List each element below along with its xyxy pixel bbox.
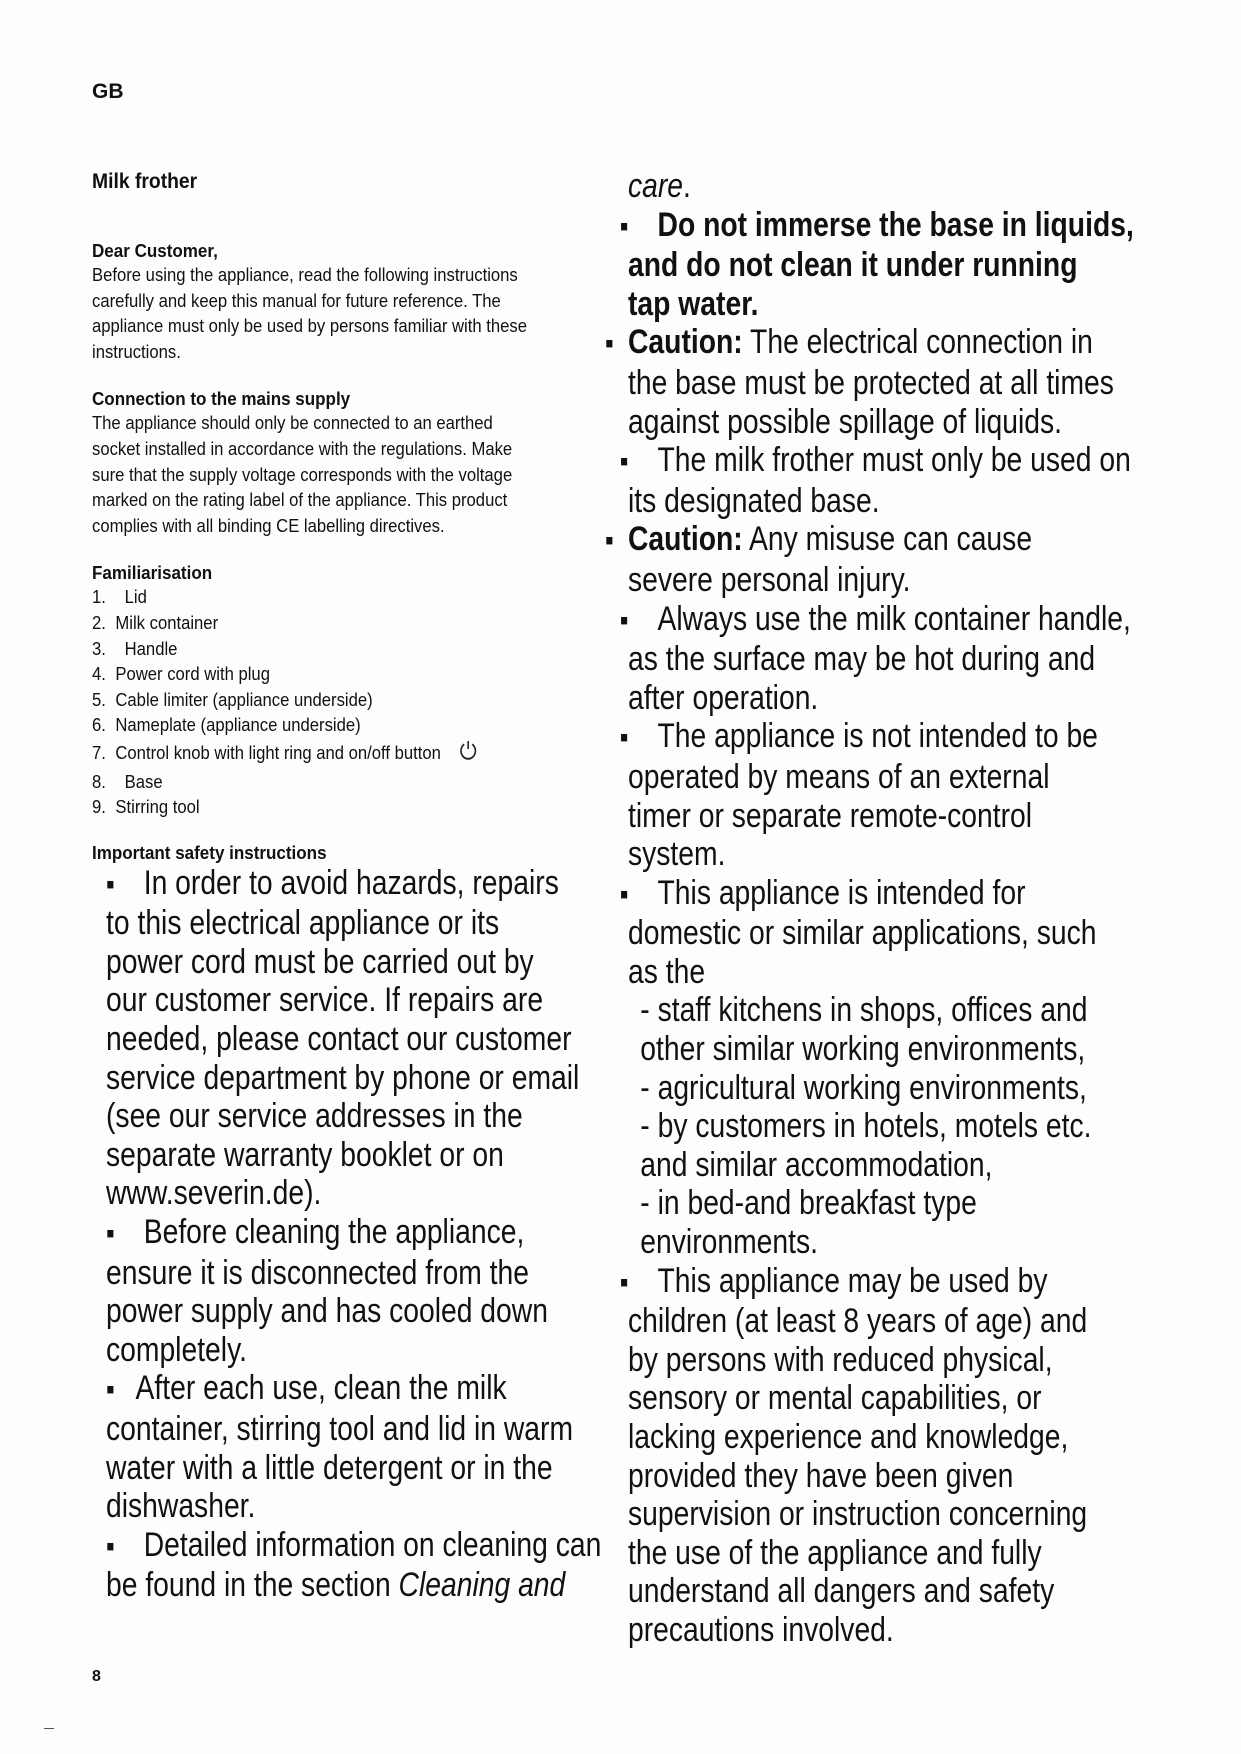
bullet-line [619,873,1169,915]
section-title: Milk frother [92,170,198,193]
bullet-line: after operation. [628,678,819,717]
item-number: 9. [92,796,106,818]
safety-bullet-line: to this electrical appliance or its [106,904,500,943]
bullet-icon: ▪ [106,1529,115,1563]
text-line: The milk frother must only be used on [657,441,1131,480]
item-number: 2. [92,611,106,633]
text-line: The electrical connection in [742,323,1093,362]
caution-label: Caution: [628,520,743,559]
text-line: Detailed information on cleaning can [143,1525,602,1564]
text-line: This appliance is intended for [657,873,1026,912]
list-item [92,712,610,738]
bullet-icon: ▪ [106,1373,115,1407]
bullet-line: its designated base. [628,481,880,520]
item-label: Stirring tool [115,796,200,818]
familiarisation-list [92,584,610,819]
bullet-line: domestic or similar applications, such [628,914,1097,953]
safety-bullet-line: www.severin.de). [106,1174,322,1213]
bullet-line [619,717,1169,758]
bullet-line: sensory or mental capabilities, or [628,1379,1042,1418]
bullet-icon: ▪ [605,327,614,361]
safety-bullet-line [106,1369,647,1410]
item-number: 3. [92,637,106,659]
text-line: This appliance may be used by [657,1261,1048,1300]
bullet-line [619,441,1169,482]
safety-bullet-line [106,1566,647,1605]
bullet-line: severe personal injury. [628,560,911,599]
bullet-line [605,520,1169,561]
list-item [92,769,610,795]
item-number: 7. [92,742,106,764]
list-item [92,687,610,713]
mains-line: complies with all binding CE labelling directives. [92,514,445,536]
bold-text: Do not immerse the base in liquids, [657,205,1134,244]
bullet-line: children (at least 8 years of age) and [628,1302,1088,1341]
sub-list-line: - by customers in hotels, motels etc. [640,1107,1092,1146]
mains-line: The appliance should only be connected to an earthed [92,412,493,434]
safety-bullet-line: completely. [106,1330,247,1369]
safety-bullet-line [106,864,647,905]
safety-bullet-line: ensure it is disconnected from the [106,1253,530,1292]
bullet-line [619,599,1169,641]
sub-list-line: other similar working environments, [640,1030,1086,1069]
text-line: Before cleaning the appliance, [143,1213,525,1252]
item-label: Control knob with light ring and on/off button [115,742,441,764]
item-label: Nameplate (appliance underside) [115,714,361,736]
safety-bullet-line: our customer service. If repairs are [106,981,544,1020]
intro-line: carefully and keep this manual for future reference. The [92,289,501,311]
text-line: be found in the section [106,1566,399,1605]
item-label: Power cord with plug [115,663,270,685]
item-number: 6. [92,714,106,736]
text-line: Any misuse can cause [742,520,1033,559]
sub-list-line: - staff kitchens in shops, offices and [640,991,1088,1030]
bullet-line: system. [628,835,726,874]
bullet-line: lacking experience and knowledge, [628,1418,1069,1456]
crop-mark [44,1728,54,1729]
item-label: Base [115,770,163,792]
familiarisation-heading: Familiarisation [92,562,213,584]
right-column [605,167,1169,1650]
bullet-icon: ▪ [619,721,629,755]
bullet-line [619,1261,1169,1303]
italic-reference: Cleaning and [398,1566,566,1605]
item-label: Milk container [115,611,219,633]
safety-bullet-line: water with a little detergent or in the [106,1448,553,1487]
bullet-icon: ▪ [619,445,629,479]
bullet-line [628,285,1169,324]
bold-text: tap water. [628,284,759,323]
mains-line: socket installed in accordance with the regulations. Make [92,437,513,459]
safety-bullet-line: container, stirring tool and lid in warm [106,1410,574,1448]
item-number: 5. [92,688,106,710]
list-item [92,584,610,610]
continued-line [628,167,1169,206]
bold-text: and do not clean it under running [628,246,1078,285]
safety-bullet-line: power supply and has cooled down [106,1292,548,1331]
item-label: Cable limiter (appliance underside) [115,688,373,710]
safety-heading: Important safety instructions [92,841,327,863]
bullet-icon: ▪ [619,1265,629,1299]
bullet-line [605,323,1169,364]
bullet-line: precautions involved. [628,1610,894,1649]
bullet-line: understand all dangers and safety [628,1572,1055,1611]
power-icon [457,738,479,769]
bullet-line: as the surface may be hot during and [628,640,1096,679]
bullet-line: against possible spillage of liquids. [628,402,1063,441]
sub-list-line: - agricultural working environments, [640,1068,1087,1107]
list-item [92,738,610,769]
item-label: Handle [115,637,178,659]
safety-bullet-line: (see our service addresses in the [106,1097,523,1136]
safety-bullet-line: power cord must be carried out by [106,942,534,981]
bullet-line: operated by means of an external [628,757,1050,796]
sub-list-line: and similar accommodation, [640,1145,993,1184]
bullet-icon: ▪ [106,1217,115,1251]
safety-bullet-line [106,1526,647,1567]
bullet-line [628,246,1169,285]
bullet-icon: ▪ [605,524,614,558]
safety-bullets [106,864,647,1605]
intro-line: instructions. [92,340,181,362]
bullet-line: provided they have been given [628,1456,1014,1495]
list-item [92,610,610,636]
greeting: Dear Customer, [92,240,218,261]
italic-reference: care [628,167,684,205]
bullet-line: by persons with reduced physical, [628,1340,1053,1379]
mains-heading: Connection to the mains supply [92,388,351,410]
text-line: After each use, clean the milk [135,1369,507,1408]
safety-bullet-line [106,1213,647,1254]
list-item [92,636,610,662]
item-number: 1. [92,586,106,608]
bullet-icon: ▪ [619,209,629,243]
language-code: GB [92,80,124,103]
bullet-line [619,205,1169,247]
text-line: In order to avoid hazards, repairs [143,863,559,902]
text-line: Always use the milk container handle, [657,599,1131,638]
left-column [92,170,612,1605]
sub-list-line: environments. [640,1223,818,1262]
intro-line: Before using the appliance, read the following instructions [92,264,518,285]
intro-line: appliance must only be used by persons familiar with these [92,315,527,337]
text-line: . [683,167,691,205]
list-item [92,794,610,820]
safety-bullet-line: needed, please contact our customer [106,1020,572,1059]
bullet-line: as the [628,952,706,991]
bullet-line: timer or separate remote-control [628,796,1033,835]
safety-bullet-line: separate warranty booklet or on [106,1135,504,1174]
bullet-icon: ▪ [106,867,115,901]
safety-bullet-line: dishwasher. [106,1487,256,1526]
mains-text [92,410,610,538]
intro-text [92,262,610,364]
list-item [92,661,610,687]
bullet-line: supervision or instruction concerning [628,1495,1088,1534]
page-number: 8 [92,1668,101,1685]
caution-label: Caution: [628,323,743,362]
item-number: 4. [92,663,106,685]
bullet-line: the use of the appliance and fully [628,1533,1042,1572]
bullet-line: the base must be protected at all times [628,363,1114,402]
bullet-icon: ▪ [619,603,629,637]
bullet-icon: ▪ [619,877,629,911]
safety-bullet-line: service department by phone or email [106,1058,580,1097]
sub-list-line: - in bed-and breakfast type [640,1184,977,1223]
item-label: Lid [115,586,147,608]
item-number: 8. [92,770,106,792]
mains-line: sure that the supply voltage corresponds with the voltage [92,463,513,485]
mains-line: marked on the rating label of the appliance. This product [92,489,508,511]
text-line: The appliance is not intended to be [657,717,1098,756]
